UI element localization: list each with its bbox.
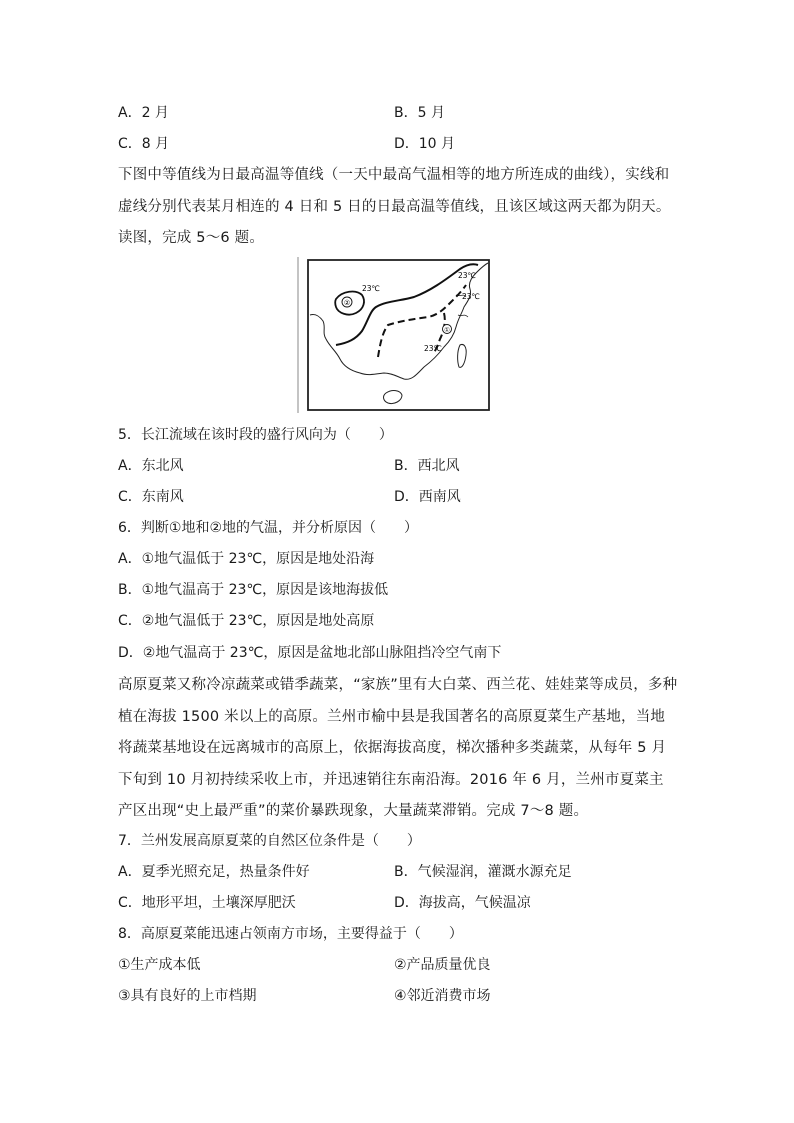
taiwan-island bbox=[458, 344, 467, 367]
q4-option-b: B．5 月 bbox=[394, 105, 445, 121]
q7-option-a: A．夏季光照充足，热量条件好 bbox=[118, 864, 310, 880]
isotherm-solid-day4 bbox=[336, 264, 478, 345]
isotherm-map-figure bbox=[296, 255, 493, 415]
q5-stem: 5．长江流域在该时段的盛行风向为（ ） bbox=[118, 427, 393, 443]
q5-option-d: D．西南风 bbox=[394, 489, 461, 505]
q8-option-3: ③具有良好的上市档期 bbox=[118, 988, 257, 1004]
q8-option-4: ④邻近消费市场 bbox=[394, 988, 491, 1004]
q6-option-d: D．②地气温高于 23℃，原因是盆地北部山脉阻挡冷空气南下 bbox=[118, 645, 502, 661]
label-23-top-right: 23℃ bbox=[458, 271, 476, 280]
label-23-bottom: 23℃ bbox=[424, 344, 442, 353]
label-23-right: 23℃ bbox=[462, 292, 480, 301]
map-frame bbox=[308, 260, 489, 410]
q6-stem: 6．判断①地和②地的气温，并分析原因（ ） bbox=[118, 520, 419, 536]
q5-option-b: B．西北风 bbox=[394, 458, 460, 474]
q7-stem: 7．兰州发展高原夏菜的自然区位条件是（ ） bbox=[118, 833, 421, 849]
q4-option-d: D．10 月 bbox=[394, 136, 456, 152]
q7-option-d: D．海拔高，气候温凉 bbox=[394, 895, 531, 911]
q5-option-c: C．东南风 bbox=[118, 489, 184, 505]
q4-option-c: C．8 月 bbox=[118, 136, 170, 152]
q5-option-a: A．东北风 bbox=[118, 458, 184, 474]
q6-option-b: B．①地气温高于 23℃，原因是该地海拔低 bbox=[118, 582, 389, 598]
q8-stem: 8．高原夏菜能迅速占领南方市场，主要得益于（ ） bbox=[118, 926, 463, 942]
q8-option-1: ①生产成本低 bbox=[118, 957, 201, 973]
hainan-island bbox=[384, 391, 402, 404]
q7-option-c: C．地形平坦，土壤深厚肥沃 bbox=[118, 895, 296, 911]
q7-option-b: B．气候湿润，灌溉水源充足 bbox=[394, 864, 572, 880]
q6-option-a: A．①地气温低于 23℃，原因是地处沿海 bbox=[118, 551, 375, 567]
q8-option-2: ②产品质量优良 bbox=[394, 957, 491, 973]
intro-questions-7-8: 高原夏菜又称冷凉蔬菜或错季蔬菜，“家族”里有大白菜、西兰花、娃娃菜等成员，多种植在海拔 1500 米以上的高原。兰州市榆中县是我国著名的高原夏菜生产基地，当地将蔬菜基地设在远离城市的高原上，依据海拔高度，梯次播种多类蔬菜，从每年 5 月下旬到 10 月初持续采收上市，并迅速销往东南沿海。2016 年 6 月，兰州市夏菜主产区出现“史上最严重”的菜价暴跌现象，大量蔬菜滞销。完成 7～8 题。 bbox=[118, 677, 678, 819]
label-23-left: 23℃ bbox=[362, 284, 380, 293]
isotherm-map bbox=[296, 255, 493, 415]
isotherm-dashed-day5 bbox=[378, 285, 466, 357]
marker-1: ① bbox=[444, 326, 450, 334]
q4-option-a: A．2 月 bbox=[118, 105, 169, 121]
marker-2: ② bbox=[343, 299, 351, 307]
q6-option-c: C．②地气温低于 23℃，原因是地处高原 bbox=[118, 613, 375, 629]
intro-questions-5-6: 下图中等值线为日最高温等值线（一天中最高气温相等的地方所连成的曲线），实线和虚线分别代表某月相连的 4 日和 5 日的日最高温等值线，且该区域这两天都为阴天。读图，完成 5～6 题。 bbox=[118, 167, 671, 246]
